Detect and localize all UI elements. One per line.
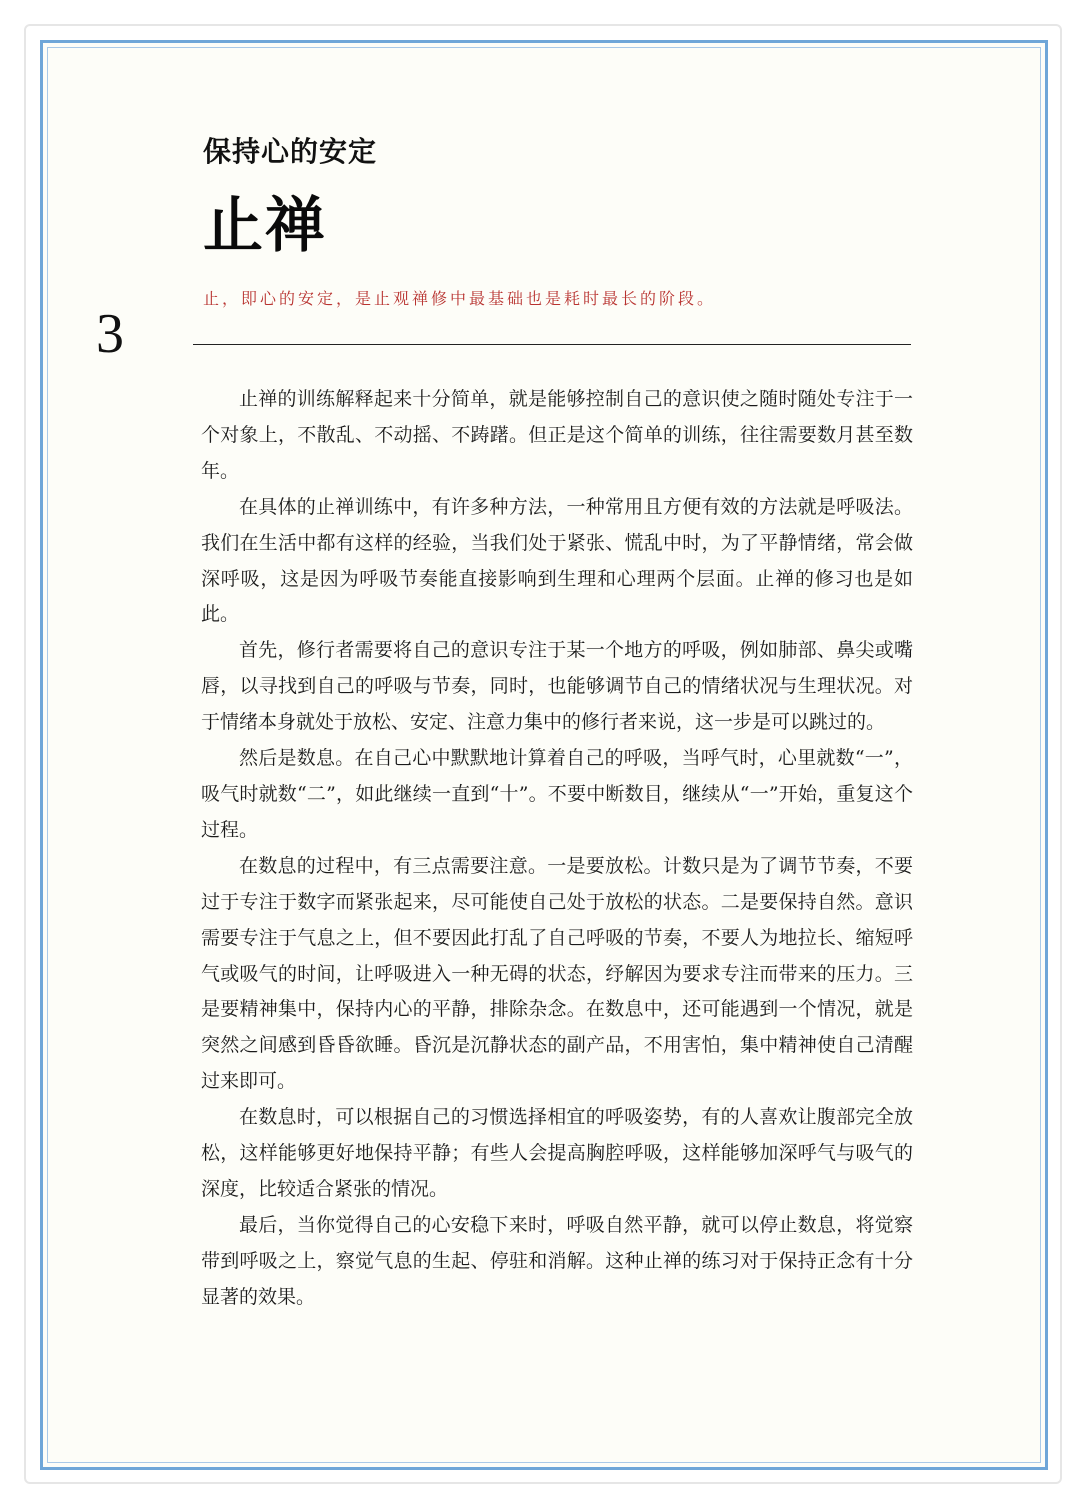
body-text <box>201 382 913 1316</box>
paragraph: 首先，修行者需要将自己的意识专注于某一个地方的呼吸，例如肺部、鼻尖或嘴唇，以寻找到自己的呼吸与节奏，同时，也能够调节自己的情绪状况与生理状况。对于情绪本身就处于放松、安定、注意力集中的修行者来说，这一步是可以跳过的。 <box>201 639 913 734</box>
paragraph: 止禅的训练解释起来十分简单，就是能够控制自己的意识使之随时随处专注于一个对象上，不散乱、不动摇、不踌躇。但正是这个简单的训练，往往需要数月甚至数年。 <box>201 388 913 482</box>
chapter-number: 3 <box>96 303 124 365</box>
paragraph: 在数息时，可以根据自己的习惯选择相宜的呼吸姿势，有的人喜欢让腹部完全放松，这样能够更好地保持平静；有些人会提高胸腔呼吸，这样能够加深呼气与吸气的深度，比较适合紧张的情况。 <box>201 1106 913 1200</box>
section-subtitle: 保持心的安定 <box>203 135 378 168</box>
section-title: 止禅 <box>203 191 327 261</box>
paragraph: 在具体的止禅训练中，有许多种方法，一种常用且方便有效的方法就是呼吸法。我们在生活中都有这样的经验，当我们处于紧张、慌乱中时，为了平静情绪，常会做深呼吸，这是因为呼吸节奏能直接影响到生理和心理两个层面。止禅的修习也是如此。 <box>201 495 913 626</box>
paragraph: 最后，当你觉得自己的心安稳下来时，呼吸自然平静，就可以停止数息，将觉察带到呼吸之上，察觉气息的生起、停驻和消解。这种止禅的练习对于保持正念有十分显著的效果。 <box>201 1213 913 1308</box>
paragraph: 在数息的过程中，有三点需要注意。一是要放松。计数只是为了调节节奏，不要过于专注于数字而紧张起来，尽可能使自己处于放松的状态。二是要保持自然。意识需要专注于气息之上，但不要因此打乱了自己呼吸的节奏，不要人为地拉长、缩短呼气或吸气的时间，让呼吸进入一种无碍的状态，纾解因为要求专注而带来的压力。三是要精神集中，保持内心的平静，排除杂念。在数息中，还可能遇到一个情况，就是突然之间感到昏昏欲睡。昏沉是沉静状态的副产品，不用害怕，集中精神使自己清醒过来即可。 <box>201 854 913 1093</box>
divider-rule <box>193 344 911 345</box>
section-lead: 止，即心的安定，是止观禅修中最基础也是耗时最长的阶段。 <box>203 289 717 308</box>
paragraph: 然后是数息。在自己心中默默地计算着自己的呼吸，当呼气时，心里就数“一”，吸气时就数“二”，如此继续一直到“十”。不要中断数目，继续从“一”开始，重复这个过程。 <box>201 747 913 841</box>
